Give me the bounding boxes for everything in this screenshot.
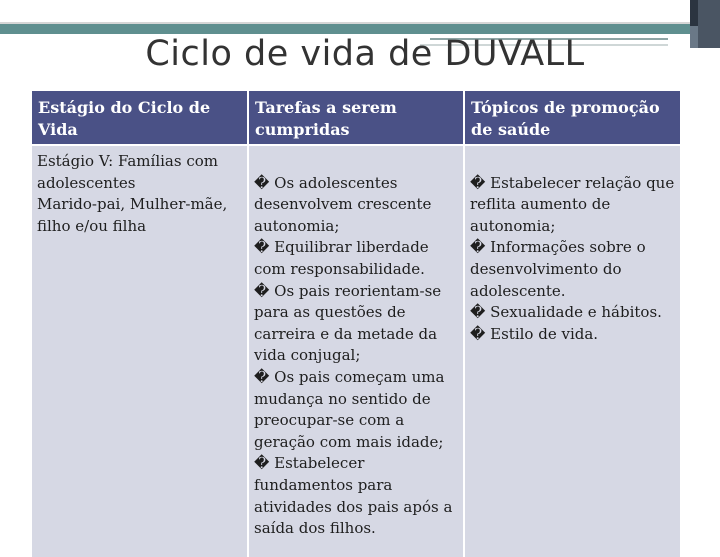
header-stage: Estágio do Ciclo de Vida bbox=[32, 91, 248, 145]
stage-members: Marido-pai, Mulher-mãe, filho e/ou filha bbox=[37, 195, 228, 235]
header-health-topics: Tópicos de promoção de saúde bbox=[464, 91, 680, 145]
task-item: � Os pais reorientam-se para as questões de carreira e da metade da vida conjugal; bbox=[254, 281, 442, 365]
task-item: � Os pais começam uma mudança no sentido de preocupar-se com a geração com mais idade; bbox=[254, 367, 445, 451]
life-cycle-table bbox=[32, 91, 680, 557]
stage-name: Estágio V: Famílias com adolescentes bbox=[37, 152, 218, 192]
table-row bbox=[32, 145, 680, 557]
topic-item: � Informações sobre o desenvolvimento do adolescente. bbox=[470, 238, 646, 300]
table-header-row bbox=[32, 91, 680, 145]
page-title: Ciclo de vida de DUVALL bbox=[145, 34, 585, 74]
cell-tasks bbox=[248, 145, 464, 557]
header-decoration-teal-bar bbox=[0, 24, 700, 34]
topic-item: � Estabelecer relação que reflita aumento de autonomia; bbox=[470, 173, 675, 235]
topic-spacer bbox=[470, 151, 675, 173]
header-decoration-dark-block bbox=[690, 0, 698, 26]
cell-stage bbox=[32, 145, 248, 557]
cell-health-topics bbox=[464, 145, 680, 557]
header-tasks: Tarefas a serem cumpridas bbox=[248, 91, 464, 145]
topic-item: � Estilo de vida. bbox=[470, 324, 599, 343]
task-item: � Estabelecer fundamentos para atividades dos pais após a saída dos filhos. bbox=[254, 454, 453, 538]
task-spacer bbox=[254, 151, 458, 173]
topic-item: � Sexualidade e hábitos. bbox=[470, 303, 662, 322]
task-item: � Os adolescentes desenvolvem crescente autonomia; bbox=[254, 173, 432, 235]
task-item: � Equilibrar liberdade com responsabilidade. bbox=[254, 238, 429, 278]
